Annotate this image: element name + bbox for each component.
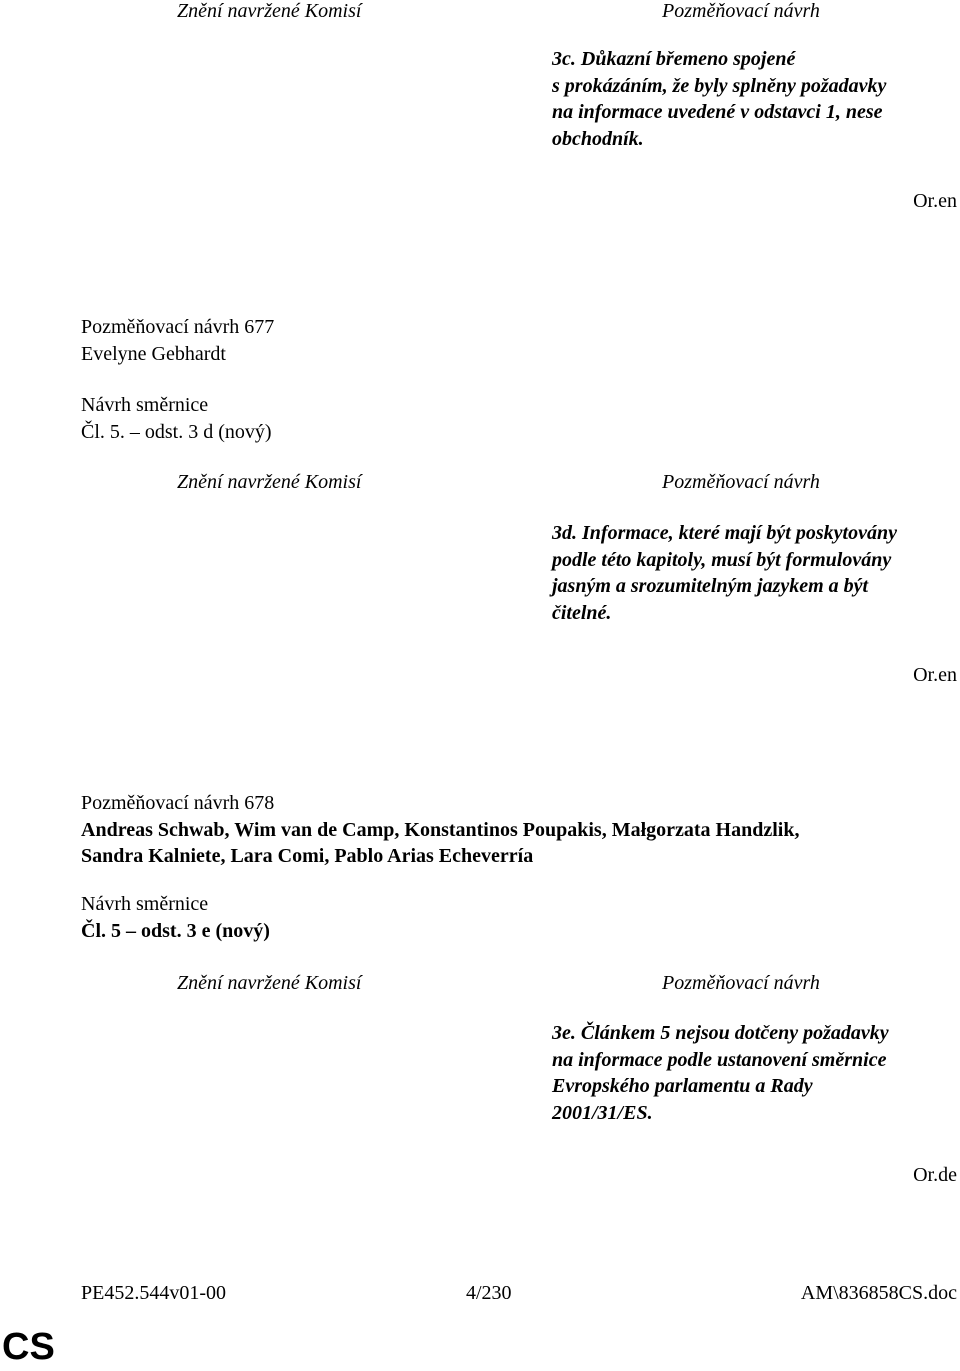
footer-file-name: AM\836858CS.doc	[800, 1282, 957, 1304]
amendment-text-line: podle této kapitoly, musí být formulovány	[552, 548, 892, 571]
language-code: CS	[2, 1326, 55, 1368]
amendment-text-line: čitelné.	[552, 601, 612, 624]
original-language: Or.en	[913, 190, 957, 212]
amendment-text-line: obchodník.	[552, 127, 644, 150]
amendment-authors: Sandra Kalniete, Lara Comi, Pablo Arias Echeverría	[81, 845, 534, 867]
amendment-text-line: 2001/31/ES.	[552, 1101, 653, 1124]
amendment-text	[552, 46, 952, 152]
original-language: Or.de	[913, 1164, 957, 1186]
amendment-title: Pozměňovací návrh 677	[81, 316, 275, 338]
amendment-text-line: 3d. Informace, které mají být poskytovány	[552, 522, 897, 544]
column-header-commission: Znění navržené Komisí	[177, 972, 362, 994]
column-header-amendment: Pozměňovací návrh	[662, 471, 820, 493]
column-header-commission: Znění navržené Komisí	[177, 471, 362, 493]
footer-page-number: 4/230	[466, 1282, 512, 1304]
proposal-label: Návrh směrnice	[81, 893, 209, 915]
amendment-authors: Andreas Schwab, Wim van de Camp, Konstantinos Poupakis, Małgorzata Handzlik,	[81, 818, 800, 841]
amendment-text-line: 3e. Článkem 5 nejsou dotčeny požadavky	[552, 1022, 889, 1044]
amendment-678-header	[81, 790, 799, 870]
amendment-text-line: s prokázáním, že byly splněny požadavky	[552, 74, 887, 97]
article-reference: Čl. 5 – odst. 3 e (nový)	[81, 919, 270, 942]
original-language: Or.en	[913, 664, 957, 686]
amendment-authors: Evelyne Gebhardt	[81, 342, 226, 365]
amendment-text-line: na informace podle ustanovení směrnice	[552, 1048, 887, 1071]
amendment-text-line: na informace uvedené v odstavci 1, nese	[552, 101, 883, 123]
column-header-amendment: Pozměňovací návrh	[662, 0, 820, 22]
amendment-text	[552, 1020, 952, 1126]
article-reference: Čl. 5. – odst. 3 d (nový)	[81, 420, 272, 443]
amendment-text	[552, 520, 952, 626]
amendment-title: Pozměňovací návrh 678	[81, 792, 275, 814]
amendment-678-reference	[81, 891, 270, 944]
amendment-text-line: 3c. Důkazní břemeno spojené	[552, 48, 796, 70]
footer-document-reference: PE452.544v01-00	[81, 1282, 226, 1304]
proposal-label: Návrh směrnice	[81, 394, 209, 416]
amendment-text-line: jasným a srozumitelným jazykem a být	[552, 575, 869, 597]
column-header-amendment: Pozměňovací návrh	[662, 972, 820, 994]
amendment-text-line: Evropského parlamentu a Rady	[552, 1075, 813, 1097]
amendment-677-header	[81, 314, 274, 367]
column-header-commission: Znění navržené Komisí	[177, 0, 362, 22]
amendment-677-reference	[81, 392, 272, 445]
